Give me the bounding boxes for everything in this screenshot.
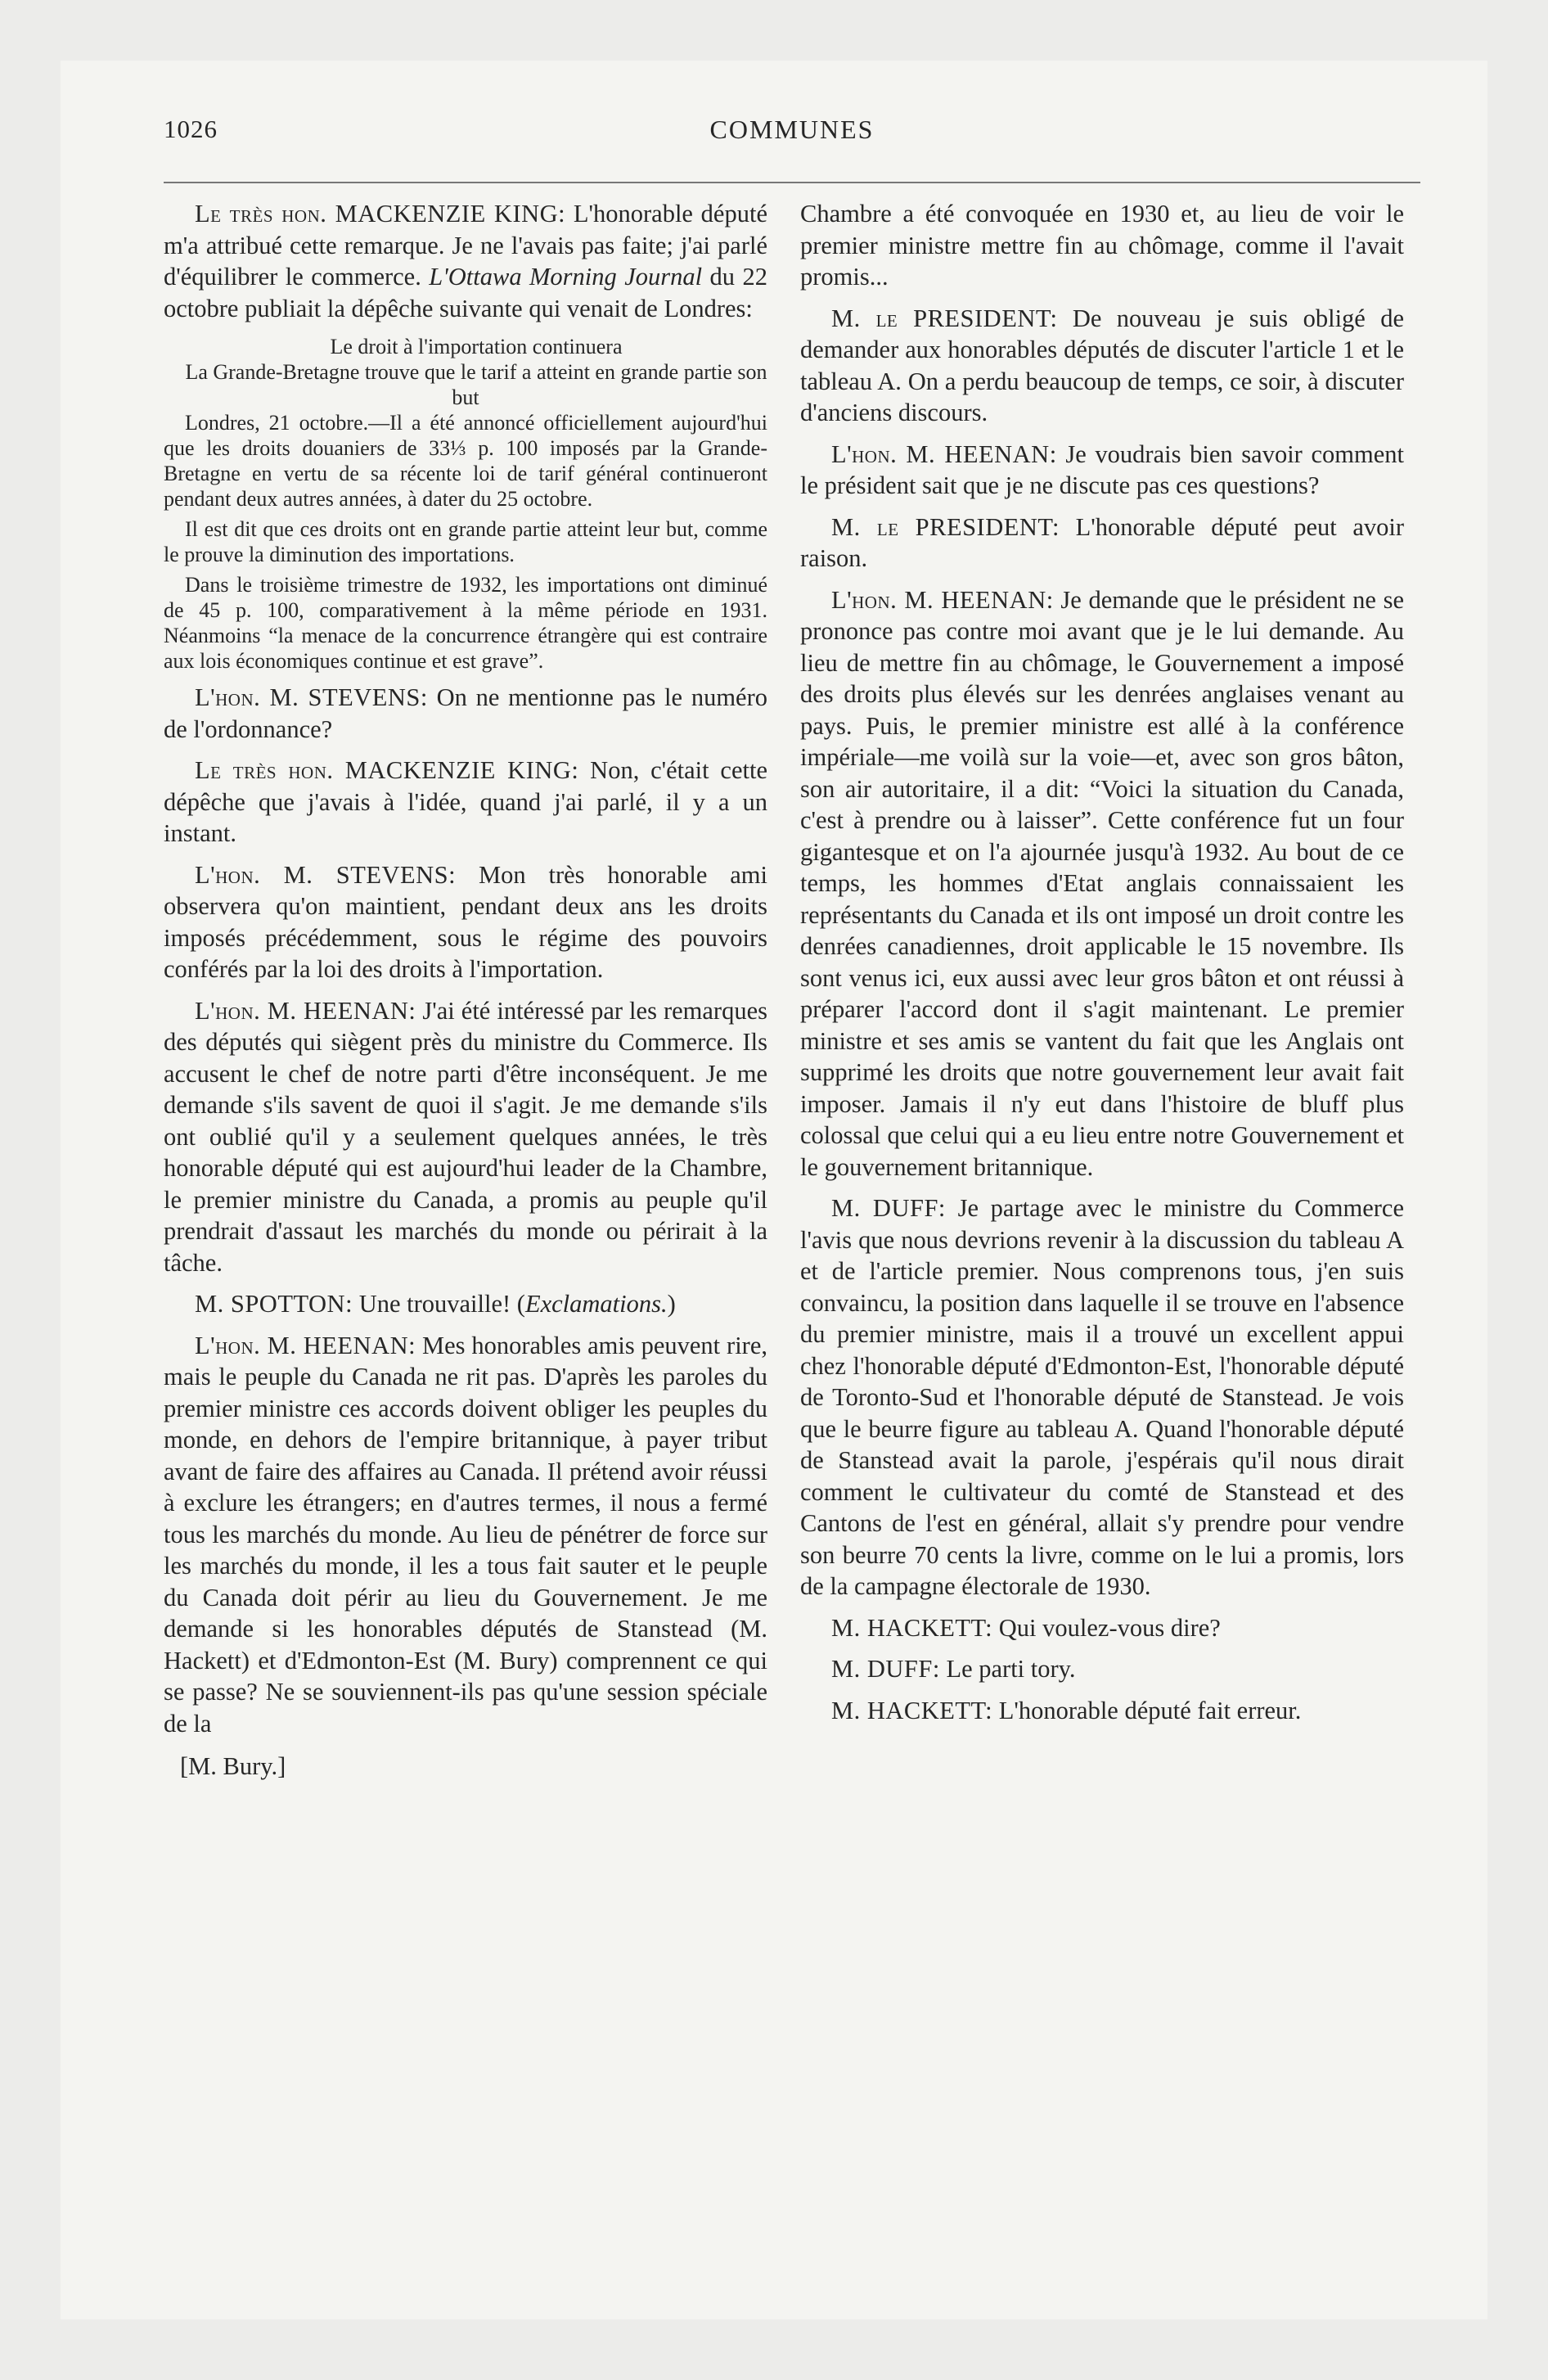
speech-text: Le parti tory. xyxy=(939,1655,1076,1683)
speaker-name: Le très hon. MACKENZIE KING: xyxy=(195,756,579,784)
speaker-name: M. le PRESIDENT: xyxy=(831,304,1058,332)
speech-text: L'honorable député peut avoir raison. xyxy=(800,512,1404,572)
speech-text: Je voudrais bien savoir comment le président sait que je ne discute pas ces questions? xyxy=(800,439,1404,499)
speech-paragraph xyxy=(800,303,1404,429)
speech-paragraph xyxy=(164,1330,767,1740)
speech-text: Mon très honorable ami observera qu'on maintient, pendant deux ans les droits imposés précédemment, sous le régime des pouvoirs conférés par la loi des droits à l'importation. xyxy=(164,860,767,983)
speech-paragraph xyxy=(164,682,767,745)
speech-paragraph xyxy=(800,1192,1404,1602)
page-number: 1026 xyxy=(164,115,218,143)
speech-text: Je demande que le président ne se prononce pas contre moi avant que je le lui demande. Au lieu de mettre fin au chômage, le Gouvernement a imposé des droits plus élevés sur les denrées anglaises venant au pays. Puis, le premier ministre est allé à la conférence impériale—me voilà sur la voie—et, avec son gros bâton, son air autoritaire, il a dit: “Voici la situation du Canada, c'est à prendre ou à laisser”. Cette conférence fut un four gigantesque et on l'a ajournée jusqu'à 1932. Au bout de ce temps, les hommes d'Etat anglais connaissaient les représentants du Canada et ils ont imposé un droit contre les denrées canadiennes, droit applicable le 15 novembre. Ils sont venus ici, eux aussi avec leur gros bâton et ont réussi à préparer l'accord dont il s'agit maintenant. Le premier ministre et ses amis se vantent du fait que les Anglais ont supprimé les droits que notre gouvernement leur avait fait imposer. Jamais il n'y eut dans l'histoire de bluff plus colossal que celui qui a eu lieu entre notre Gouvernement et le gouvernement britannique. xyxy=(800,585,1404,1181)
footer-speaker-ref: [M. Bury.] xyxy=(180,1752,286,1780)
speech-text: J'ai été intéressé par les remarques des députés qui siègent près du ministre du Commerce. Ils accusent le chef de notre parti d'être inconséquent. Je me demande s'ils savent de quoi il s'agit. Je me demande s'ils ont oublié qu'il y a seulement quelques années, le très honorable député qui est aujourd'hui leader de la Chambre, le premier ministre du Canada, a promis au peuple qu'il prendrait d'assaut les marchés du monde ou périrait à la tâche. xyxy=(164,996,767,1277)
speech-paragraph xyxy=(164,1288,767,1320)
speaker-name: Le très hon. MACKENZIE KING: xyxy=(195,200,566,228)
speaker-name: L'hon. M. HEENAN: xyxy=(195,996,416,1025)
speaker-name: M. DUFF: xyxy=(831,1194,946,1222)
speaker-name: L'hon. M. STEVENS: xyxy=(195,683,428,711)
page-header xyxy=(164,115,1420,154)
dispatch-heading: Le droit à l'importation continuera xyxy=(330,335,623,358)
speech-paragraph xyxy=(800,1695,1404,1727)
speech-paragraph xyxy=(164,995,767,1279)
speaker-name: M. HACKETT: xyxy=(831,1696,993,1724)
speech-paragraph xyxy=(800,1653,1404,1685)
speech-text: du 22 octobre publiait la dépêche suivante qui venait de Londres: xyxy=(164,263,767,322)
speech-text: L'honorable député fait erreur. xyxy=(992,1696,1302,1724)
speech-paragraph xyxy=(800,512,1404,575)
running-title: COMMUNES xyxy=(709,115,875,144)
speech-paragraph xyxy=(800,1612,1404,1644)
speech-text: L'honorable député m'a attribué cette remarque. Je ne l'avais pas faite; j'ai parlé d'équilibrer le commerce. xyxy=(164,200,767,291)
speaker-name: M. HACKETT: xyxy=(831,1613,993,1642)
speech-text: ) xyxy=(667,1290,676,1318)
dispatch-paragraph: Dans le troisième trimestre de 1932, les importations ont diminué de 45 p. 100, comparativement à la même période en 1931. Néanmoins “la menace de la concurrence étrangère qui est contraire aux lois économiques continue et est grave”. xyxy=(164,573,767,673)
speech-text: On ne mentionne pas le numéro de l'ordonnance? xyxy=(164,683,767,743)
speech-text: Mes honorables amis peuvent rire, mais le peuple du Canada ne rit pas. D'après les paroles du premier ministre ces accords doivent obliger les peuples du monde, en dehors de l'empire britannique, à payer tribut avant de faire des affaires au Canada. Il prétend avoir réussi à exclure les étrangers; en d'autres termes, il nous a fermé tous les marchés du monde. Au lieu de pénétrer de force sur les marchés du monde, il les a tous fait sauter et le peuple du Canada doit périr au lieu du Gouvernement. Je me demande si les honorables députés de Stanstead (M. Hackett) et d'Edmonton-Est (M. Bury) comprennent ce qui se passe? Ne se souviennent-ils pas qu'une session spéciale de la xyxy=(164,1331,767,1738)
speech-text: Qui voulez-vous dire? xyxy=(992,1613,1221,1642)
speaker-name: L'hon. M. HEENAN: xyxy=(195,1331,416,1359)
speech-paragraph xyxy=(800,439,1404,502)
stage-direction: Exclamations. xyxy=(524,1290,668,1318)
speaker-name: L'hon. M. HEENAN: xyxy=(831,585,1054,614)
header-rule xyxy=(164,182,1420,183)
dispatch-paragraph: Londres, 21 octobre.—Il a été annoncé officiellement aujourd'hui que les droits douaniers de 33⅓ p. 100 imposés par la Grande-Bretagne en vertu de sa récente loi de tarif général continueront pendant deux autres années, à dater du 25 octobre. xyxy=(164,411,767,511)
speech-paragraph xyxy=(164,198,767,324)
speech-paragraph: Chambre a été convoquée en 1930 et, au lieu de voir le premier ministre mettre fin au chômage, comme il l'avait promis... xyxy=(800,200,1404,291)
right-column xyxy=(800,198,1404,1736)
speaker-name: M. SPOTTON: xyxy=(195,1290,353,1318)
speaker-name: M. le PRESIDENT: xyxy=(831,512,1060,541)
speech-paragraph xyxy=(800,584,1404,1183)
speaker-name: M. DUFF: xyxy=(831,1655,940,1683)
speech-paragraph xyxy=(164,859,767,985)
newspaper-title: L'Ottawa Morning Journal xyxy=(429,263,703,291)
speech-text: Non, c'était cette dépêche que j'avais à l'idée, quand j'ai parlé, il y a un instant. xyxy=(164,756,767,847)
left-column xyxy=(164,198,767,1792)
speech-text: Je partage avec le ministre du Commerce l'avis que nous devrions revenir à la discussion du tableau A et de l'article premier. Nous comprenons tous, j'en suis convaincu, la position dans laquelle il se trouve en l'absence du premier ministre, mais il a trouvé un excellent appui chez l'honorable député d'Edmonton-Est, l'honorable député de Toronto-Sud et l'honorable député de Stanstead. Je vois que le beurre figure au tableau A. Quand l'honorable député de Stanstead avait la parole, j'espérais qu'il nous dirait comment le cultivateur du comté de Stanstead et des Cantons de l'est en général, allait s'y prendre pour vendre son beurre 70 cents la livre, comme on le lui a promis, lors de la campagne électorale de 1930. xyxy=(800,1194,1404,1600)
speaker-name: L'hon. M. HEENAN: xyxy=(831,439,1057,468)
speech-text: Une trouvaille! ( xyxy=(353,1290,525,1318)
speaker-name: L'hon. M. STEVENS: xyxy=(195,860,457,889)
dispatch-paragraph: Il est dit que ces droits ont en grande partie atteint leur but, comme le prouve la diminution des importations. xyxy=(164,517,767,566)
quoted-dispatch xyxy=(164,334,767,674)
dispatch-subheading: La Grande-Bretagne trouve que le tarif a atteint en grande partie son but xyxy=(185,360,767,409)
speech-paragraph xyxy=(164,755,767,850)
speech-text: De nouveau je suis obligé de demander aux honorables députés de discuter l'article 1 et le tableau A. On a perdu beaucoup de temps, ce soir, à discuter d'anciens discours. xyxy=(800,304,1404,426)
